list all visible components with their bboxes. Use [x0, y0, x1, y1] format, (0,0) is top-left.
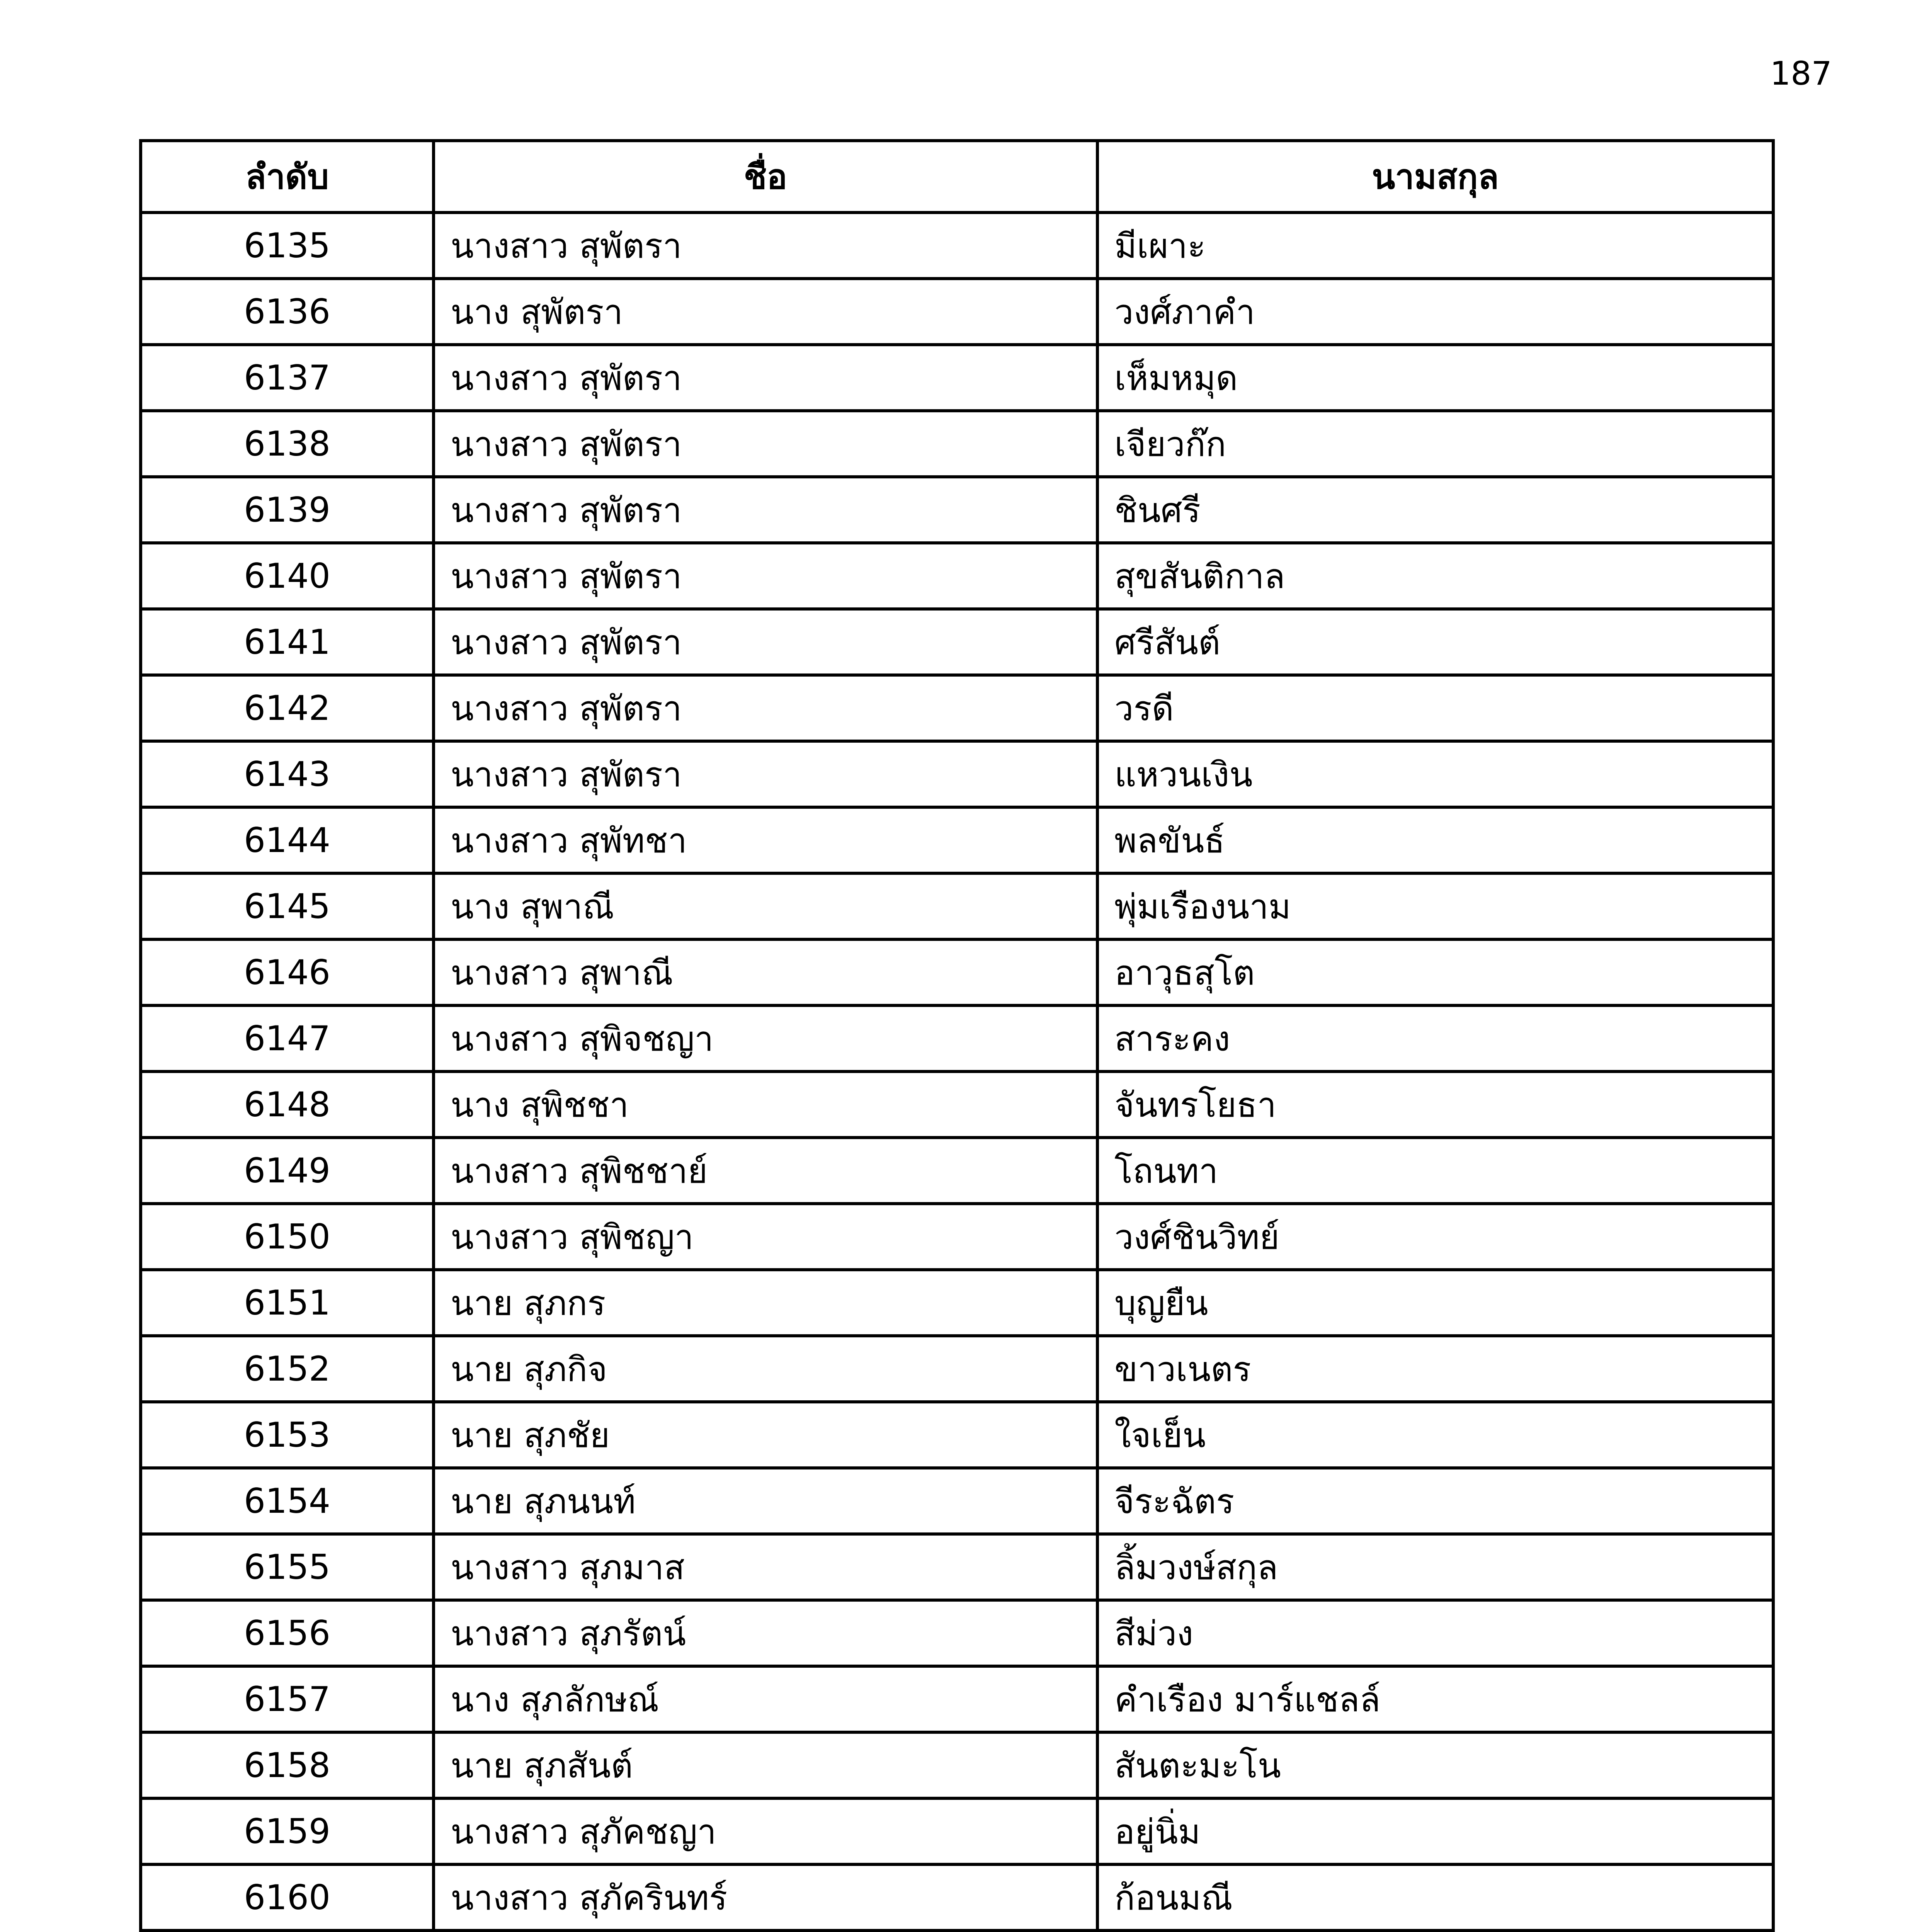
- first-name-cell: นางสาว สุพัตรา: [434, 477, 1097, 543]
- surname-cell: อยู่นิ่ม: [1097, 1798, 1773, 1864]
- name-list-table: [139, 139, 1775, 1932]
- table-row: [141, 675, 1773, 741]
- table-header-row: [141, 141, 1773, 213]
- table-row: [141, 1071, 1773, 1138]
- table-row: [141, 477, 1773, 543]
- first-name-cell: นางสาว สุพัตรา: [434, 675, 1097, 741]
- table-row: [141, 1270, 1773, 1336]
- table-row: [141, 543, 1773, 609]
- first-name-cell: นาง สุภลักษณ์: [434, 1666, 1097, 1732]
- first-name-cell: นาง สุพาณี: [434, 873, 1097, 939]
- row-number-cell: 6160: [141, 1864, 434, 1930]
- row-number-cell: 6136: [141, 279, 434, 345]
- row-number-cell: 6137: [141, 345, 434, 411]
- table-row: [141, 873, 1773, 939]
- surname-cell: แหวนเงิน: [1097, 741, 1773, 807]
- row-number-cell: 6152: [141, 1336, 434, 1402]
- row-number-cell: 6149: [141, 1138, 434, 1204]
- first-name-cell: นางสาว สุพิจชญา: [434, 1005, 1097, 1071]
- page-number: 187: [1770, 54, 1832, 92]
- row-number-cell: 6155: [141, 1534, 434, 1600]
- row-number-cell: 6150: [141, 1204, 434, 1270]
- surname-cell: สาระคง: [1097, 1005, 1773, 1071]
- table-row: [141, 345, 1773, 411]
- column-header-surname: นามสกุล: [1097, 141, 1773, 213]
- first-name-cell: นาย สุภกร: [434, 1270, 1097, 1336]
- first-name-cell: นางสาว สุภรัตน์: [434, 1600, 1097, 1666]
- surname-cell: ศรีสันต์: [1097, 609, 1773, 675]
- surname-cell: พุ่มเรืองนาม: [1097, 873, 1773, 939]
- first-name-cell: นางสาว สุพิชชาย์: [434, 1138, 1097, 1204]
- surname-cell: จันทรโยธา: [1097, 1071, 1773, 1138]
- table-row: [141, 1732, 1773, 1798]
- surname-cell: มีเผาะ: [1097, 213, 1773, 279]
- surname-cell: [1097, 1930, 1773, 1932]
- first-name-cell: นาย สุภนนท์: [434, 1468, 1097, 1534]
- table-row: [141, 741, 1773, 807]
- table-row: [141, 1666, 1773, 1732]
- table-row: [141, 1402, 1773, 1468]
- surname-cell: วงศ์ชินวิทย์: [1097, 1204, 1773, 1270]
- first-name-cell: นาย สุภกิจ: [434, 1336, 1097, 1402]
- table-row: [141, 1864, 1773, 1930]
- first-name-cell: นางสาว สุพัตรา: [434, 609, 1097, 675]
- first-name-cell: นางสาว สุพัตรา: [434, 213, 1097, 279]
- first-name-cell: นางสาว สุภัคชญา: [434, 1798, 1097, 1864]
- row-number-cell: 6147: [141, 1005, 434, 1071]
- table-row: [141, 807, 1773, 873]
- first-name-cell: นางสาว สุภัครินทร์: [434, 1864, 1097, 1930]
- surname-cell: สันตะมะโน: [1097, 1732, 1773, 1798]
- surname-cell: เห็มหมุด: [1097, 345, 1773, 411]
- surname-cell: บุญยืน: [1097, 1270, 1773, 1336]
- table-row: [141, 1138, 1773, 1204]
- table-row: [141, 1336, 1773, 1402]
- row-number-cell: 6156: [141, 1600, 434, 1666]
- first-name-cell: นางสาว สุพัตรา: [434, 543, 1097, 609]
- table-row: [141, 1204, 1773, 1270]
- first-name-cell: นางสาว สุพัตรา: [434, 741, 1097, 807]
- table-row: [141, 939, 1773, 1005]
- surname-cell: พลขันธ์: [1097, 807, 1773, 873]
- row-number-cell: 6157: [141, 1666, 434, 1732]
- surname-cell: โถนทา: [1097, 1138, 1773, 1204]
- row-number-cell: 6154: [141, 1468, 434, 1534]
- first-name-cell: [434, 1930, 1097, 1932]
- row-number-cell: 6144: [141, 807, 434, 873]
- row-number-cell: 6153: [141, 1402, 434, 1468]
- row-number-cell: 6145: [141, 873, 434, 939]
- table-row: [141, 279, 1773, 345]
- row-number-cell: 6142: [141, 675, 434, 741]
- surname-cell: วรดี: [1097, 675, 1773, 741]
- row-number-cell: [141, 1930, 434, 1932]
- table-row: [141, 1930, 1773, 1932]
- surname-cell: สุขสันติกาล: [1097, 543, 1773, 609]
- row-number-cell: 6151: [141, 1270, 434, 1336]
- first-name-cell: นางสาว สุพิชญา: [434, 1204, 1097, 1270]
- surname-cell: ใจเย็น: [1097, 1402, 1773, 1468]
- table-row: [141, 1600, 1773, 1666]
- row-number-cell: 6138: [141, 411, 434, 477]
- column-header-name: ชื่อ: [434, 141, 1097, 213]
- table-row: [141, 1005, 1773, 1071]
- surname-cell: ลิ้มวงษ์สกุล: [1097, 1534, 1773, 1600]
- row-number-cell: 6140: [141, 543, 434, 609]
- table-row: [141, 1798, 1773, 1864]
- row-number-cell: 6143: [141, 741, 434, 807]
- surname-cell: จีระฉัตร: [1097, 1468, 1773, 1534]
- surname-cell: ก้อนมณี: [1097, 1864, 1773, 1930]
- surname-cell: วงศ์ภาคำ: [1097, 279, 1773, 345]
- first-name-cell: นาง สุพัตรา: [434, 279, 1097, 345]
- first-name-cell: นาย สุภชัย: [434, 1402, 1097, 1468]
- first-name-cell: นางสาว สุพาณี: [434, 939, 1097, 1005]
- table-row: [141, 411, 1773, 477]
- surname-cell: อาวุธสุโต: [1097, 939, 1773, 1005]
- surname-cell: ขาวเนตร: [1097, 1336, 1773, 1402]
- table-row: [141, 1534, 1773, 1600]
- first-name-cell: นางสาว สุพัทชา: [434, 807, 1097, 873]
- row-number-cell: 6139: [141, 477, 434, 543]
- row-number-cell: 6141: [141, 609, 434, 675]
- row-number-cell: 6146: [141, 939, 434, 1005]
- table-row: [141, 609, 1773, 675]
- first-name-cell: นางสาว สุพัตรา: [434, 345, 1097, 411]
- first-name-cell: นางสาว สุพัตรา: [434, 411, 1097, 477]
- surname-cell: ชินศรี: [1097, 477, 1773, 543]
- column-header-no: ลำดับ: [141, 141, 434, 213]
- row-number-cell: 6159: [141, 1798, 434, 1864]
- table-row: [141, 1468, 1773, 1534]
- row-number-cell: 6148: [141, 1071, 434, 1138]
- surname-cell: สีม่วง: [1097, 1600, 1773, 1666]
- first-name-cell: นางสาว สุภมาส: [434, 1534, 1097, 1600]
- first-name-cell: นาง สุพิชชา: [434, 1071, 1097, 1138]
- row-number-cell: 6158: [141, 1732, 434, 1798]
- row-number-cell: 6135: [141, 213, 434, 279]
- surname-cell: คำเรือง มาร์แชลล์: [1097, 1666, 1773, 1732]
- first-name-cell: นาย สุภสันต์: [434, 1732, 1097, 1798]
- surname-cell: เจียวก๊ก: [1097, 411, 1773, 477]
- table-row: [141, 213, 1773, 279]
